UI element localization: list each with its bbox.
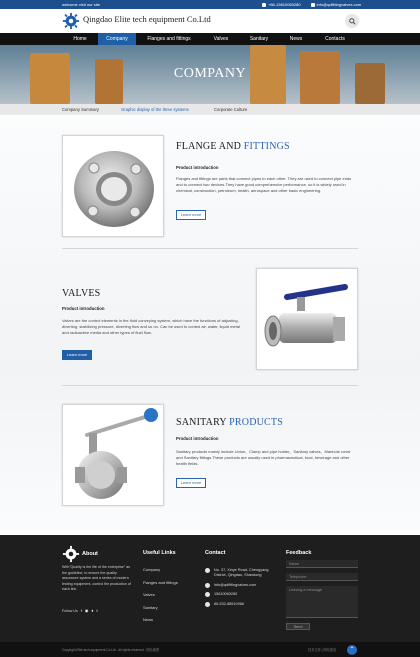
sanitary-title: SANITARY PRODUCTS [176,417,283,428]
footer-about-title: About [82,551,98,557]
subnav-graphic-display[interactable]: Graphic display of the three systems [121,107,189,112]
section-divider [62,385,358,386]
contact-phone[interactable]: 15610060280 [205,592,275,597]
bottom-bar [0,642,420,657]
top-email[interactable]: info@qdfittingvalves.com [311,2,362,7]
footer-link-news[interactable]: News [143,617,154,622]
facebook-icon[interactable]: f [80,608,82,613]
flange-learn-more-button[interactable]: Learn more [176,210,206,220]
nav-item-sanitary[interactable]: Sanitary [249,36,269,42]
footer-links [143,567,178,630]
page-banner [0,45,420,104]
footer-link-sanitary[interactable]: Sanitary [143,604,158,610]
sanitary-subtitle: Product introduction [176,436,219,441]
footer-contact [205,568,275,611]
footer-gear-logo-icon [62,545,80,563]
sanitary-learn-more-button[interactable]: Learn more [176,478,206,488]
header [0,9,420,33]
email-icon [311,3,315,7]
phone-icon [262,3,266,7]
nav-item-news[interactable]: News [289,36,303,42]
copyright-text: Copyright Elite tech equipment Co.Ltd . All rights reserved . 网站地图 [62,648,160,652]
footer-link-flanges[interactable]: Flanges and fittings [143,579,178,585]
flange-description: Flanges and fittings are parts that connect pipes to each other. They are used to connect pipe ends and to connect two devices.They have good comprehensive performance, so it is widely used in chemical, construction, petroleum, health, aerospace and other basic engineering. [176,176,352,193]
nav-item-valves[interactable]: Valves [213,36,229,42]
flange-picture [63,136,164,237]
welcome-text: welcome visit our site [62,2,101,7]
brand-name[interactable]: Qingdao Elite tech equipment Co.Ltd [83,14,211,24]
contact-address: No. 37, Xinye Road, Chengyang District, Qingdao, Shandong [205,568,275,578]
top-bar [0,0,420,9]
subnav-company-summary[interactable]: Company Summary [62,107,100,112]
sanitary-image[interactable] [62,404,164,506]
top-phone[interactable]: +86-15610060280 [262,2,301,7]
nav-item-contacts[interactable]: Contacts [325,36,345,42]
flange-image[interactable] [62,135,164,237]
main-nav [0,33,420,45]
ball-valve-picture [257,269,358,370]
feedback-name-input[interactable]: Name [286,560,358,568]
subnav-corporate-culture[interactable]: Corporate Culture [214,107,248,112]
search-icon [349,18,356,25]
location-icon [205,568,210,573]
top-contact [262,2,361,7]
valve-image[interactable] [256,268,358,370]
sub-nav [0,104,420,115]
contact-fax: 86-532-88910966 [205,602,275,607]
section-divider [62,248,358,249]
fax-icon [205,602,210,607]
footer-contact-title: Contact [205,550,226,556]
footer-links-title: Useful Links [143,550,176,556]
phone-icon [205,592,210,597]
follow-label: Follow Us [62,608,78,613]
banner-title: COMPANY [173,66,247,81]
flange-title: FLANGE AND FITTINGS [176,141,290,152]
footer-link-company[interactable]: Company [143,567,161,572]
search-button[interactable] [345,14,359,28]
back-to-top-button[interactable] [347,645,357,655]
feedback-send-button[interactable]: Send [286,623,310,630]
butterfly-valve-picture [63,405,164,506]
follow-us [62,608,98,613]
twitter-icon[interactable]: ◉ [84,608,89,613]
gear-logo-icon[interactable] [62,12,80,30]
email-icon [205,583,210,588]
bottom-links[interactable]: 技术支持 | 网站建设 [308,648,337,652]
tumblr-icon[interactable]: t [96,608,98,613]
footer-link-valves[interactable]: Valves [143,592,155,597]
nav-item-home[interactable]: Home [73,36,87,42]
nav-item-flanges[interactable]: Flanges and fittings [147,36,191,42]
feedback-telephone-input[interactable]: Telephone [286,573,358,581]
valves-subtitle: Product introduction [62,306,105,311]
sanitary-description: Sanitary products mainly include Union、Clamp and pipe holder、Sanitary valves、Manhole cover and Sanitary fittings.These products are usually used in pharmaceutical, food, beverage and other health fields. [176,449,351,466]
feedback-message-textarea[interactable]: Leaving a message [286,586,358,618]
footer-about-text: With"Quality is the life of the enterprise" as the guideline, to ensure the quality assurance system and a series of modern testing equipment, control the production of each link. [62,565,131,591]
nav-item-company[interactable]: Company [98,33,136,45]
arrow-up-icon: ⌃ [349,647,355,653]
flange-subtitle: Product introduction [176,165,219,170]
footer-feedback-title: Feedback [286,550,312,556]
valves-learn-more-button[interactable]: Learn more [62,350,92,360]
valves-title: VALVES [62,288,101,299]
contact-email[interactable]: info@qdfittingvalves.com [205,583,275,588]
share-icon[interactable]: ♦ [91,608,94,613]
valves-description: Valves are the control elements in the fluid conveying system, which have the functions of adjusting, diverting, stabilizing pressure, diverting flow and so on. Can be used to control air, water, liquid metal and radioactive media and other types of fluid flow. [62,318,240,335]
